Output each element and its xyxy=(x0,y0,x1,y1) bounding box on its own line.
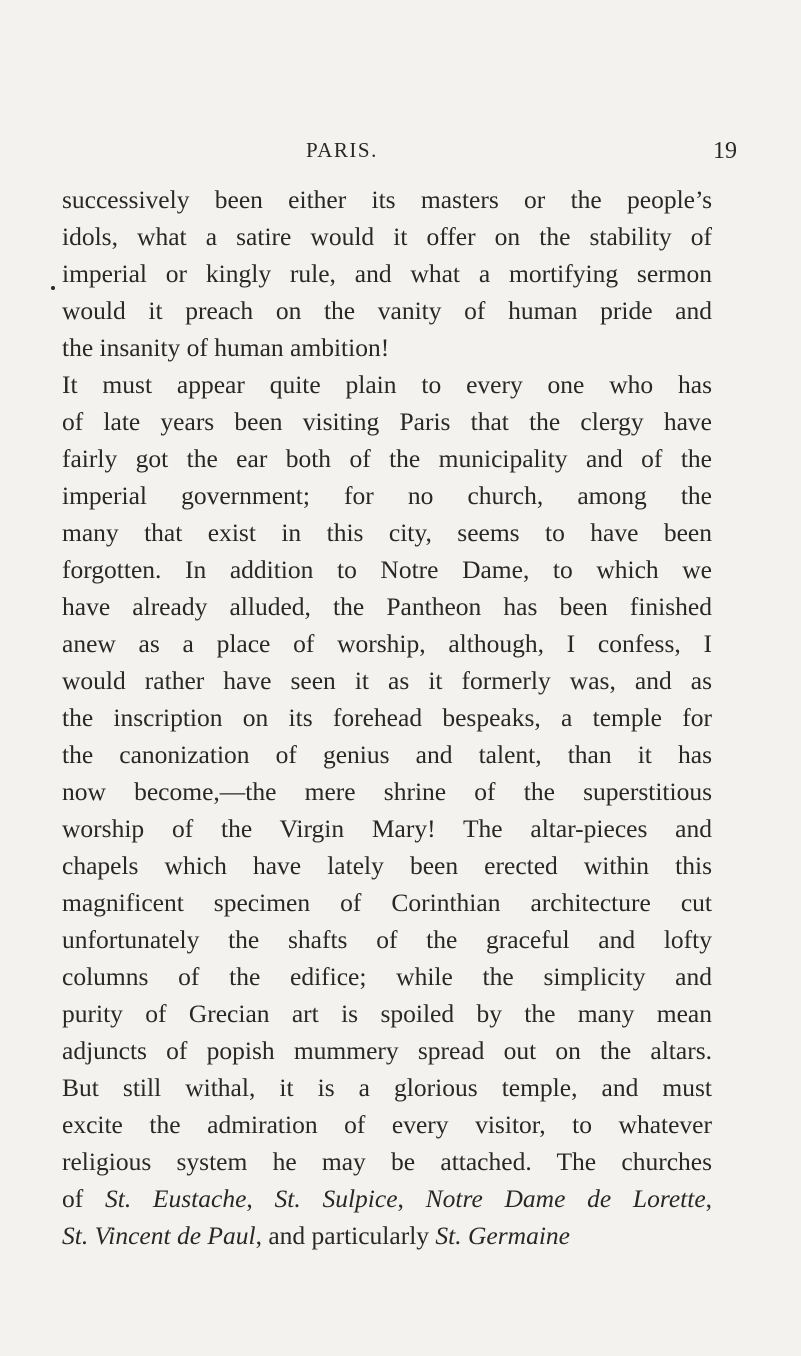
text-line xyxy=(62,1032,712,1069)
text-line xyxy=(62,625,712,662)
text-span: anew as a place of worship, although, I confess, I xyxy=(62,629,712,658)
text-span: unfortunately the shafts of the graceful and lofty xyxy=(62,925,712,954)
text-span: magnificent specimen of Corinthian architecture cut xyxy=(62,888,712,917)
text-span: idols, what a satire would it offer on the stability of xyxy=(62,222,712,251)
text-line xyxy=(62,366,712,403)
text-span: the inscription on its forehead bespeaks, a temple for xyxy=(62,703,712,732)
text-line xyxy=(62,329,712,366)
text-span: would rather have seen it as it formerly was, and as xyxy=(62,666,712,695)
text-line xyxy=(62,551,712,588)
text-span: many that exist in this city, seems to have been xyxy=(62,518,712,547)
text-span: successively been either its masters or the people’s xyxy=(62,185,712,214)
text-span: chapels which have lately been erected within this xyxy=(62,851,712,880)
page-number: 19 xyxy=(713,138,737,164)
text-span: the canonization of genius and talent, than it has xyxy=(62,740,712,769)
text-line xyxy=(62,477,712,514)
text-span: would it preach on the vanity of human pride and xyxy=(62,296,712,325)
text-span: adjuncts of popish mummery spread out on the altars. xyxy=(62,1036,712,1065)
text-line xyxy=(62,292,712,329)
text-line xyxy=(62,403,712,440)
text-span: forgotten. In addition to Notre Dame, to which we xyxy=(62,555,712,584)
text-line xyxy=(62,662,712,699)
text-span: have already alluded, the Pantheon has been finished xyxy=(62,592,712,621)
text-span: worship of the Virgin Mary! The altar-pieces and xyxy=(62,814,712,843)
text-line xyxy=(62,588,712,625)
text-line xyxy=(62,181,712,218)
text-span: fairly got the ear both of the municipality and of the xyxy=(62,444,712,473)
text-span: now become,—the mere shrine of the superstitious xyxy=(62,777,712,806)
text-line xyxy=(62,810,712,847)
church-name: Notre Dame de Lorette xyxy=(425,1184,706,1213)
text-line xyxy=(62,736,712,773)
text-line xyxy=(62,884,712,921)
text-line xyxy=(62,847,712,884)
text-span: , xyxy=(397,1184,426,1213)
running-head-title: PARIS. xyxy=(306,138,378,162)
text-line xyxy=(62,773,712,810)
text-span: It must appear quite plain to every one who has xyxy=(62,370,712,399)
text-span: excite the admiration of every visitor, to whatever xyxy=(62,1110,712,1139)
text-line xyxy=(62,1217,712,1254)
body-text xyxy=(62,181,712,1254)
text-line xyxy=(62,1180,712,1217)
margin-mark xyxy=(51,286,55,290)
text-line xyxy=(62,995,712,1032)
text-line xyxy=(62,1143,712,1180)
church-name: St. Germaine xyxy=(435,1221,570,1250)
text-line xyxy=(62,699,712,736)
text-line xyxy=(62,1069,712,1106)
text-span: purity of Grecian art is spoiled by the many mean xyxy=(62,999,712,1028)
text-span: But still withal, it is a glorious temple, and must xyxy=(62,1073,712,1102)
church-name: St. Sulpice xyxy=(274,1184,398,1213)
text-span: religious system he may be attached. The churches xyxy=(62,1147,712,1176)
text-line xyxy=(62,218,712,255)
text-line xyxy=(62,958,712,995)
church-name: St. Vincent de Paul xyxy=(62,1221,256,1250)
running-head xyxy=(0,138,801,168)
church-name: St. Eustache xyxy=(104,1184,247,1213)
text-line xyxy=(62,921,712,958)
text-line xyxy=(62,255,712,292)
text-line xyxy=(62,514,712,551)
text-span: imperial or kingly rule, and what a mortifying sermon xyxy=(62,259,712,288)
text-span: , xyxy=(705,1184,713,1213)
text-span: imperial government; for no church, among the xyxy=(62,481,712,510)
text-span: the insanity of human ambition! xyxy=(62,333,390,362)
text-span: of late years been visiting Paris that the clergy have xyxy=(62,407,712,436)
text-line xyxy=(62,440,712,477)
text-line xyxy=(62,1106,712,1143)
text-span: columns of the edifice; while the simplicity and xyxy=(62,962,712,991)
text-span: of xyxy=(62,1184,105,1213)
text-span: , and particularly xyxy=(255,1221,436,1250)
text-span: , xyxy=(246,1184,275,1213)
